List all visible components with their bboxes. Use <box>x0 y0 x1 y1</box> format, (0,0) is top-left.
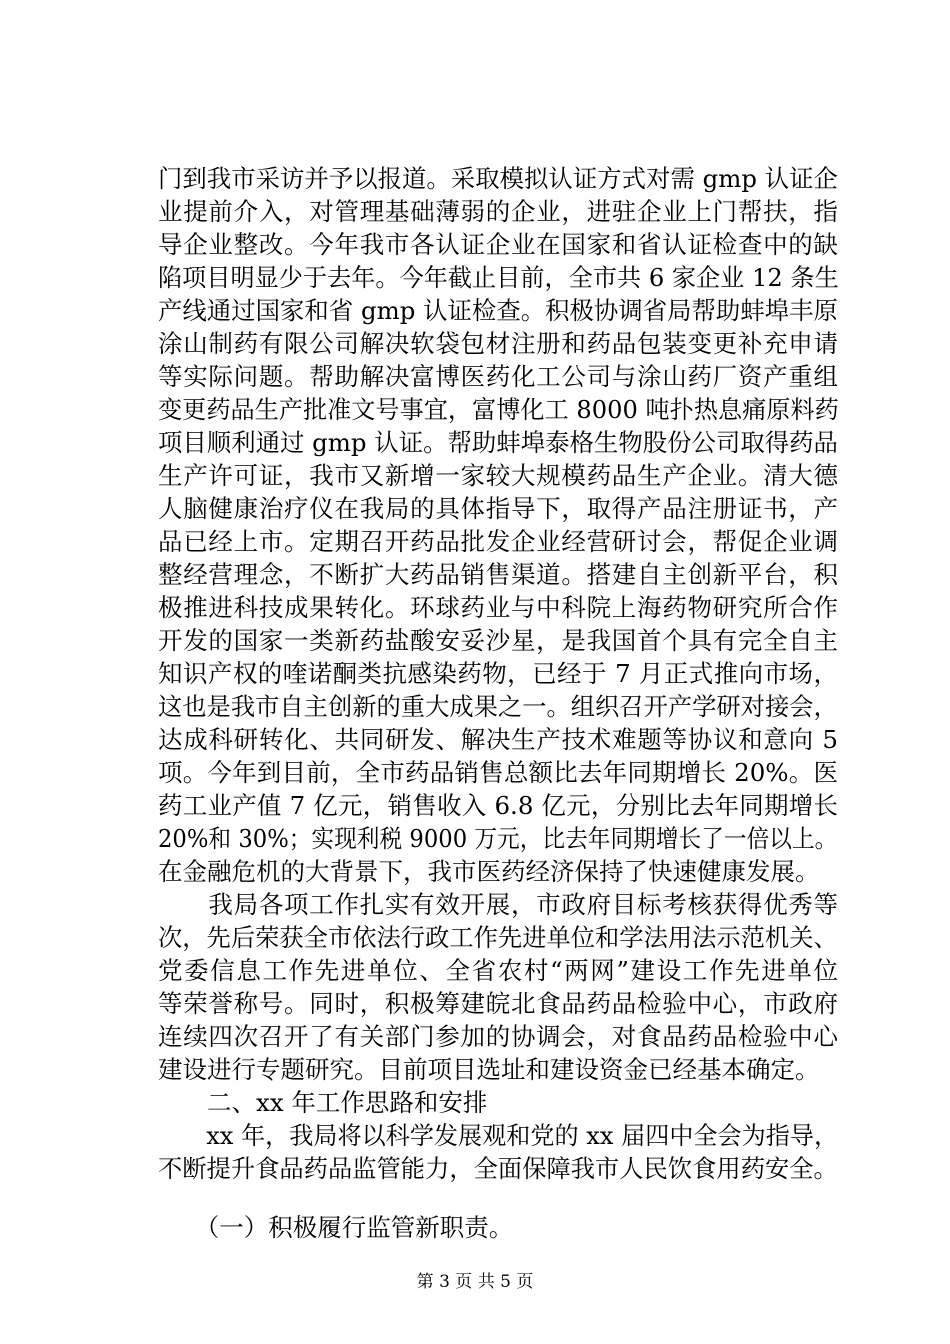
body-line: 极推进科技成果转化。环球药业与中科院上海药物研究所合作 <box>158 593 838 622</box>
body-line: 人脑健康治疗仪在我局的具体指导下，取得产品注册证书，产 <box>158 494 838 523</box>
page-number-footer: 第 3 页 共 5 页 <box>416 1272 534 1292</box>
body-line: 项。今年到目前，全市药品销售总额比去年同期增长 20%。医 <box>158 758 838 787</box>
body-line: 连续四次召开了有关部门参加的协调会，对食品药品检验中心 <box>158 1022 838 1051</box>
body-line: 项目顺利通过 gmp 认证。帮助蚌埠泰格生物股份公司取得药品 <box>158 428 838 457</box>
body-line: 不断提升食品药品监管能力，全面保障我市人民饮食用药安全。 <box>158 1154 838 1183</box>
body-line: 20%和 30%；实现利税 9000 万元，比去年同期增长了一倍以上。 <box>158 824 838 853</box>
body-line: 党委信息工作先进单位、全省农村“两网”建设工作先进单位 <box>158 956 838 985</box>
body-line: 门到我市采访并予以报道。采取模拟认证方式对需 gmp 认证企 <box>158 164 838 193</box>
subsection-heading: （一）积极履行监管新职责。 <box>158 1213 514 1242</box>
body-line: 品已经上市。定期召开药品批发企业经营研讨会，帮促企业调 <box>158 527 838 556</box>
body-line: 产线通过国家和省 gmp 认证检查。积极协调省局帮助蚌埠丰原 <box>158 296 838 325</box>
body-line: 开发的国家一类新药盐酸安妥沙星，是我国首个具有完全自主 <box>158 626 838 655</box>
body-line: 达成科研转化、共同研发、解决生产技术难题等协议和意向 5 <box>158 725 838 754</box>
body-line: 等荣誉称号。同时，积极筹建皖北食品药品检验中心，市政府 <box>158 989 838 1018</box>
section-heading: 二、xx 年工作思路和安排 <box>158 1088 488 1117</box>
body-line: 建设进行专题研究。目前项目选址和建设资金已经基本确定。 <box>158 1055 820 1084</box>
body-line: 在金融危机的大背景下，我市医药经济保持了快速健康发展。 <box>158 857 820 886</box>
body-line: 药工业产值 7 亿元，销售收入 6.8 亿元，分别比去年同期增长 <box>158 791 838 820</box>
body-line: 知识产权的喹诺酮类抗感染药物，已经于 7 月正式推向市场， <box>158 659 838 688</box>
body-line: 导企业整改。今年我市各认证企业在国家和省认证检查中的缺 <box>158 230 838 259</box>
body-line: 陷项目明显少于去年。今年截止目前，全市共 6 家企业 12 条生 <box>158 263 839 292</box>
body-line: xx 年，我局将以科学发展观和党的 xx 届四中全会为指导， <box>158 1121 839 1150</box>
body-line: 这也是我市自主创新的重大成果之一。组织召开产学研对接会， <box>158 692 838 721</box>
body-line: 涂山制药有限公司解决软袋包材注册和药品包装变更补充申请 <box>158 329 838 358</box>
body-line: 变更药品生产批准文号事宜，富博化工 8000 吨扑热息痛原料药 <box>158 395 839 424</box>
body-line: 整经营理念，不断扩大药品销售渠道。搭建自主创新平台，积 <box>158 560 838 589</box>
body-line: 业提前介入，对管理基础薄弱的企业，进驻企业上门帮扶，指 <box>158 197 838 226</box>
body-line: 等实际问题。帮助解决富博医药化工公司与涂山药厂资产重组 <box>158 362 838 391</box>
body-line: 生产许可证，我市又新增一家较大规模药品生产企业。清大德 <box>158 461 838 490</box>
body-line: 次，先后荣获全市依法行政工作先进单位和学法用法示范机关、 <box>158 923 838 952</box>
body-line: 我局各项工作扎实有效开展，市政府目标考核获得优秀等 <box>158 890 838 919</box>
